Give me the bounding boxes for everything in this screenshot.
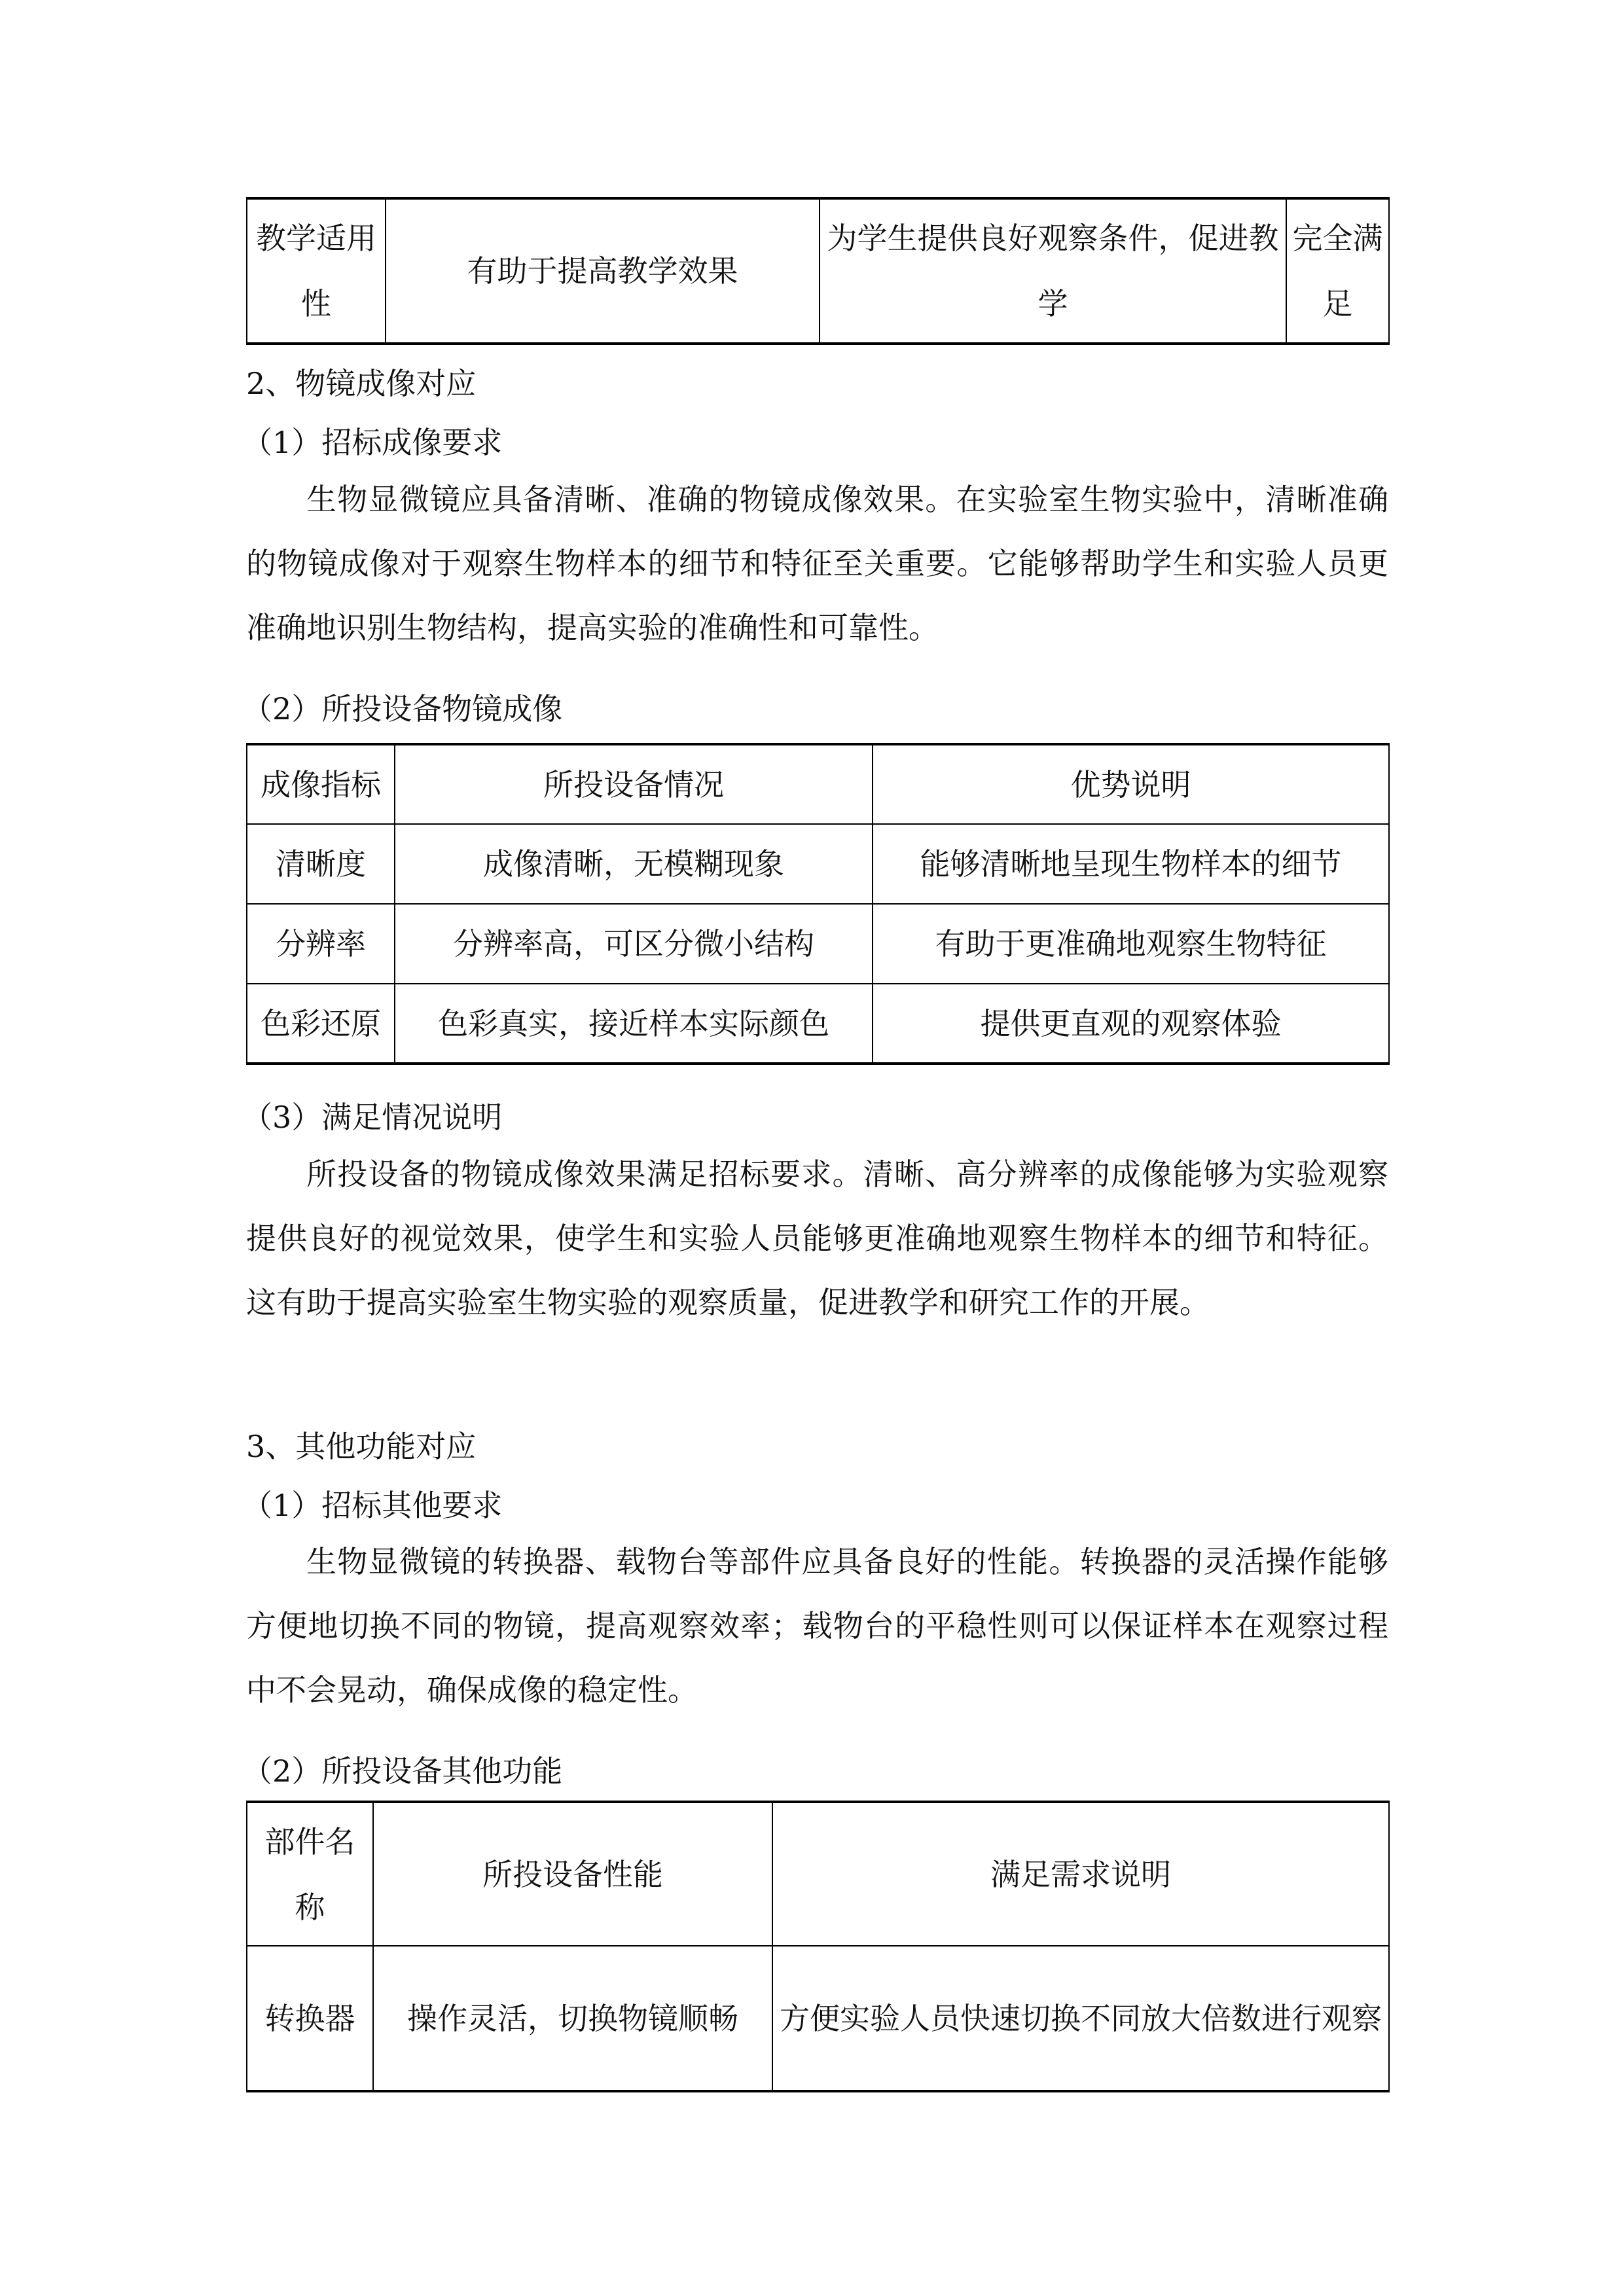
- paragraph: 所投设备的物镜成像效果满足招标要求。清晰、高分辨率的成像能够为实验观察提供良好的视觉效果，使学生和实验人员能够更准确地观察生物样本的细节和特征。这有助于提高实验室生物实验的观察质量，促进教学和研究工作的开展。: [246, 1157, 1388, 1320]
- table-header-row: [247, 1802, 1389, 1946]
- column-header: 成像指标: [247, 744, 395, 824]
- table-row: [247, 1946, 1389, 2091]
- subsection-heading: （1）招标其他要求: [242, 1488, 503, 1523]
- column-header: 优势说明: [873, 744, 1389, 824]
- column-header: 所投设备情况: [395, 744, 873, 824]
- table-header-row: [247, 744, 1389, 824]
- table-row: [247, 198, 1389, 344]
- table-cell: 能够清晰地呈现生物样本的细节: [873, 824, 1389, 904]
- table-cell: 提供更直观的观察体验: [873, 984, 1389, 1064]
- other-functions-table: [246, 1801, 1390, 2092]
- paragraph: 生物显微镜应具备清晰、准确的物镜成像效果。在实验室生物实验中，清晰准确的物镜成像对于观察生物样本的细节和特征至关重要。它能够帮助学生和实验人员更准确地识别生物结构，提高实验的准确性和可靠性。: [246, 482, 1388, 645]
- table-row: [247, 904, 1389, 984]
- column-header: 满足需求说明: [772, 1802, 1389, 1946]
- subsection-heading: （2）所投设备其他功能: [242, 1753, 563, 1789]
- table-row: [247, 984, 1389, 1064]
- table-cell: 为学生提供良好观察条件，促进教学: [820, 198, 1286, 344]
- table-cell: 完全满足: [1286, 198, 1389, 344]
- subsection-heading: （2）所投设备物镜成像: [242, 691, 563, 726]
- table-cell: 操作灵活，切换物镜顺畅: [373, 1946, 772, 2091]
- table-cell: 教学适用性: [247, 198, 386, 344]
- table-cell: 色彩还原: [247, 984, 395, 1064]
- section-heading: 3、其他功能对应: [246, 1429, 477, 1464]
- paragraph: 生物显微镜的转换器、载物台等部件应具备良好的性能。转换器的灵活操作能够方便地切换不同的物镜，提高观察效率；载物台的平稳性则可以保证样本在观察过程中不会晃动，确保成像的稳定性。: [246, 1544, 1388, 1708]
- table-cell: 有助于提高教学效果: [386, 198, 820, 344]
- table-cell: 成像清晰，无模糊现象: [395, 824, 873, 904]
- subsection-heading: （3）满足情况说明: [242, 1100, 503, 1135]
- table-cell: 有助于更准确地观察生物特征: [873, 904, 1389, 984]
- table-cell: 分辨率高，可区分微小结构: [395, 904, 873, 984]
- table-cell: 色彩真实，接近样本实际颜色: [395, 984, 873, 1064]
- suitability-table: [246, 197, 1390, 345]
- imaging-table: [246, 743, 1390, 1065]
- subsection-heading: （1）招标成像要求: [242, 425, 503, 460]
- table-row: [247, 824, 1389, 904]
- table-cell: 清晰度: [247, 824, 395, 904]
- column-header: 部件名称: [247, 1802, 373, 1946]
- table-cell: 方便实验人员快速切换不同放大倍数进行观察: [772, 1946, 1389, 2091]
- section-heading: 2、物镜成像对应: [246, 366, 477, 401]
- column-header: 所投设备性能: [373, 1802, 772, 1946]
- table-cell: 分辨率: [247, 904, 395, 984]
- table-cell: 转换器: [247, 1946, 373, 2091]
